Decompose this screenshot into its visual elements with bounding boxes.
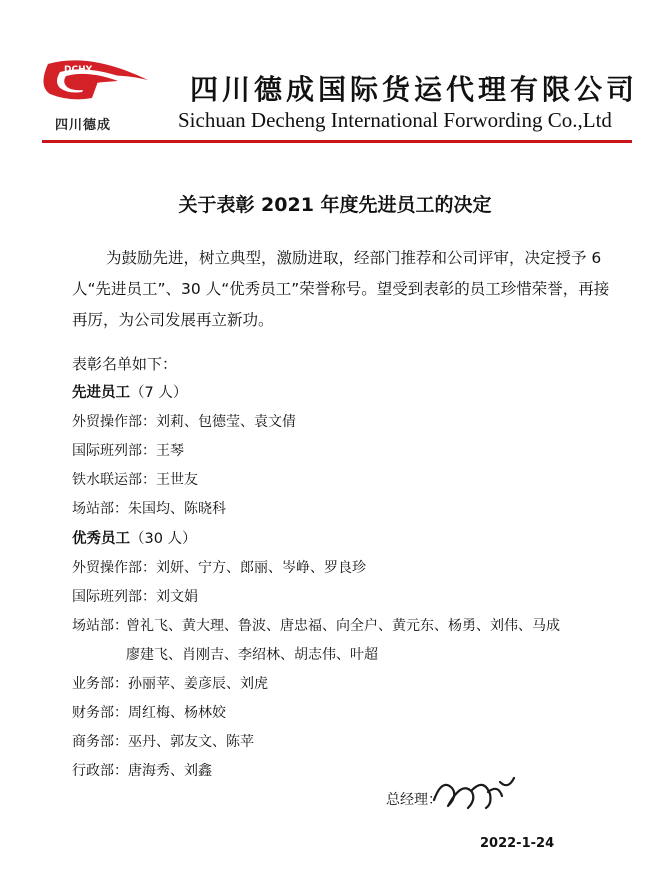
svg-text:DCHY: DCHY	[64, 65, 93, 75]
list-item	[72, 466, 632, 495]
award-list	[72, 378, 632, 786]
names-value: 刘文娟	[156, 589, 198, 605]
names-value: 刘妍、宁方、郎丽、岑峥、罗良珍	[156, 560, 366, 576]
dept-label: 外贸操作部：	[72, 560, 156, 576]
dept-label: 铁水联运部：	[72, 472, 156, 488]
dept-label: 场站部：	[72, 501, 128, 517]
list-intro: 表彰名单如下：	[72, 355, 178, 373]
logo-subtitle: 四川德成	[55, 118, 112, 133]
names-value: 王琴	[156, 443, 184, 459]
company-name-cn: 四川德成国际货运代理有限公司	[190, 73, 639, 106]
list-item	[72, 495, 632, 524]
list-item	[72, 699, 632, 728]
company-name-en: Sichuan Decheng International Forwording Co.,Ltd	[178, 108, 612, 132]
document-title: 关于表彰 2021 年度先进员工的决定	[178, 194, 492, 216]
group-title-excellent	[72, 524, 632, 554]
list-item	[72, 670, 632, 699]
list-item	[72, 554, 632, 583]
list-item	[72, 583, 632, 612]
dept-label: 商务部：	[72, 734, 128, 750]
document-date: 2022-1-24	[480, 836, 555, 851]
names-value: 孙丽苹、姜彦辰、刘虎	[128, 676, 268, 692]
signature-label: 总经理：	[386, 792, 442, 808]
dept-label: 国际班列部：	[72, 443, 156, 459]
group-title-label: 先进员工	[72, 385, 130, 401]
dept-label: 外贸操作部：	[72, 414, 156, 430]
list-item	[72, 437, 632, 466]
list-item	[72, 728, 632, 757]
names-value-continued: 廖建飞、肖刚吉、李绍林、胡志伟、叶超	[126, 647, 378, 663]
names-value: 刘莉、包德莹、袁文倩	[156, 414, 296, 430]
list-item	[72, 612, 632, 670]
group-count: （7 人）	[130, 385, 188, 401]
dept-label: 业务部：	[72, 676, 128, 692]
dept-label: 场站部：	[72, 618, 128, 634]
decision-paragraph: 为鼓励先进，树立典型，激励进取，经部门推荐和公司评审，决定授予 6 人“先进员工”、30 人“优秀员工”荣誉称号。望受到表彰的员工珍惜荣誉，再接再厉，为公司发展再立新功。	[72, 249, 610, 329]
dept-label: 财务部：	[72, 705, 128, 721]
handwritten-signature-icon	[428, 770, 518, 815]
names-value: 朱国均、陈晓科	[128, 501, 226, 517]
names-value: 王世友	[156, 472, 198, 488]
dept-label: 国际班列部：	[72, 589, 156, 605]
group-title-advanced	[72, 378, 632, 408]
logo-emblem-icon	[30, 50, 160, 120]
list-item	[72, 757, 632, 786]
names-value: 巫丹、郭友文、陈苹	[128, 734, 254, 750]
names-value: 唐海秀、刘鑫	[128, 763, 212, 779]
names-value: 周红梅、杨林姣	[128, 705, 226, 721]
letterhead-divider	[42, 140, 632, 143]
group-title-label: 优秀员工	[72, 531, 130, 547]
list-item	[72, 408, 632, 437]
group-count: （30 人）	[130, 531, 197, 547]
names-value: 曾礼飞、黄大理、鲁波、唐忠福、向全户、黄元东、杨勇、刘伟、马成	[126, 618, 560, 634]
dept-label: 行政部：	[72, 763, 128, 779]
